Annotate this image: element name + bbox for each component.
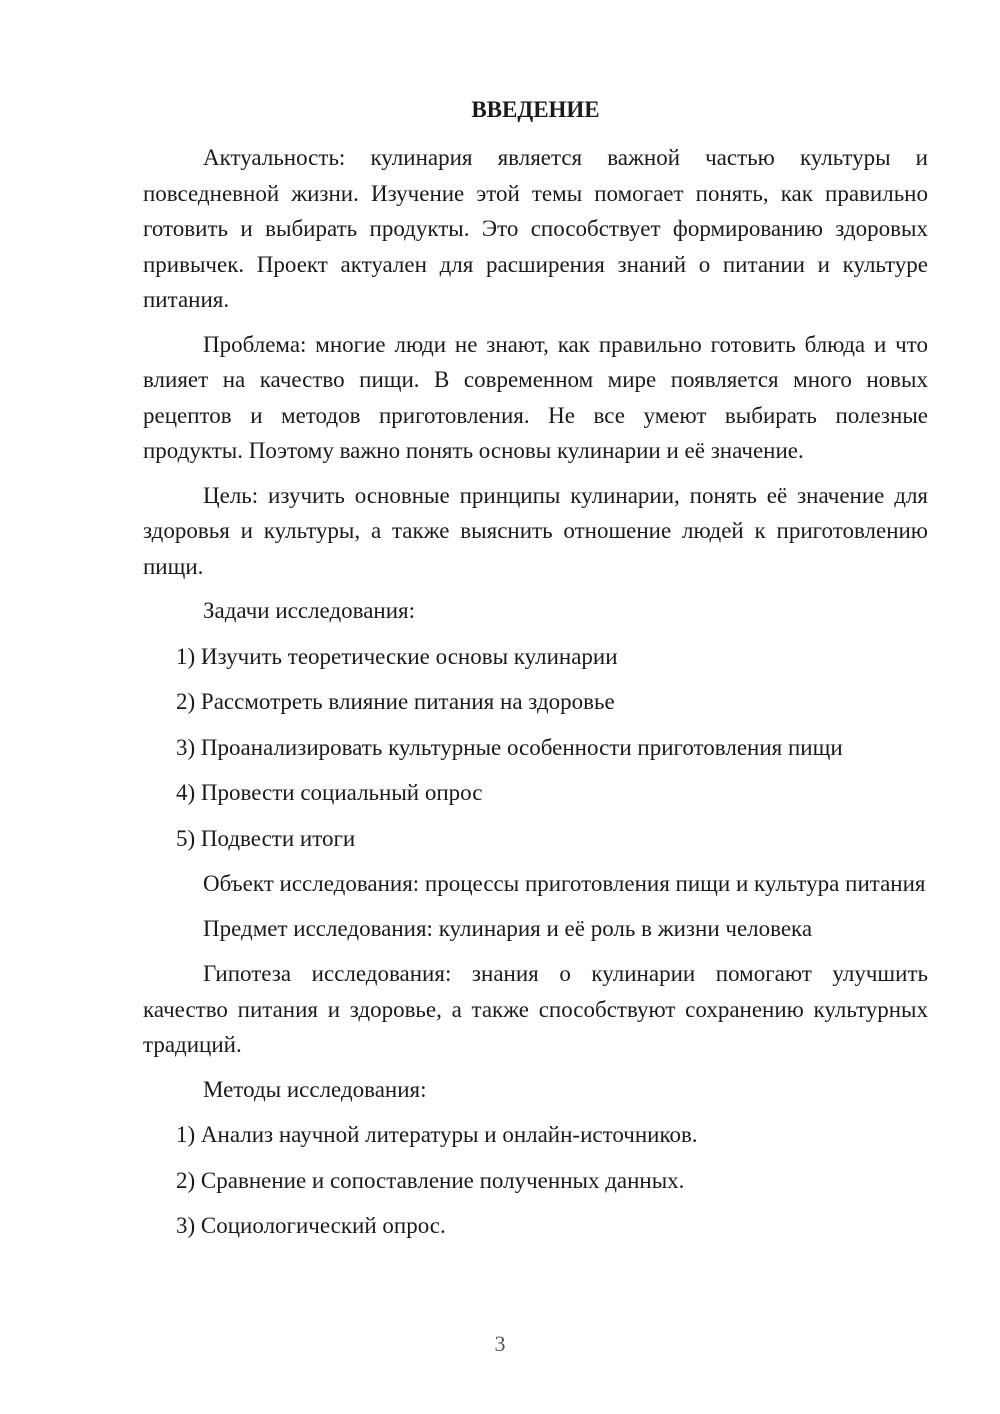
document-page	[143, 92, 928, 1254]
methods-list	[143, 1117, 928, 1244]
page-number: 3	[494, 1331, 506, 1356]
goal-paragraph: Цель: изучить основные принципы кулинарии, понять её значение для здоровья и культуры, а также выяснить отношение людей к приготовлению пищи.	[143, 482, 928, 579]
list-item: 2) Сравнение и сопоставление полученных данных.	[176, 1167, 685, 1193]
list-item: 3) Социологический опрос.	[176, 1213, 446, 1238]
list-item: 4) Провести социальный опрос	[176, 780, 483, 805]
object-paragraph: Объект исследования: процессы приготовления пищи и культура питания	[203, 871, 926, 896]
list-item: 1) Изучить теоретические основы кулинарии	[176, 643, 618, 669]
page-title: ВВЕДЕНИЕ	[471, 97, 600, 122]
methods-heading: Методы исследования:	[203, 1076, 427, 1102]
list-item: 1) Анализ научной литературы и онлайн-источников.	[176, 1122, 698, 1147]
tasks-list	[143, 639, 928, 857]
hypothesis-paragraph: Гипотеза исследования: знания о кулинарии помогают улучшить качество питания и здоровье, а также способствуют сохранению культурных традиций.	[143, 961, 928, 1057]
list-item: 3) Проанализировать культурные особенности приготовления пищи	[176, 734, 843, 760]
problem-paragraph: Проблема: многие люди не знают, как правильно готовить блюда и что влияет на качество пищи. В современном мире появляется много новых рецептов и методов приготовления. Не все умеют выбирать полезные продукты. Поэтому важно понять основы кулинарии и её значение.	[143, 331, 928, 463]
list-item: 2) Рассмотреть влияние питания на здоровье	[176, 689, 615, 714]
subject-paragraph: Предмет исследования: кулинария и её роль в жизни человека	[203, 915, 813, 941]
list-item: 5) Подвести итоги	[176, 825, 356, 851]
tasks-heading: Задачи исследования:	[203, 598, 416, 623]
relevance-paragraph: Актуальность: кулинария является важной частью культуры и повседневной жизни. Изучение этой темы помогает понять, как правильно готовить и выбирать продукты. Это способствует формированию здоровых привычек. Проект актуален для расширения знаний о питании и культуре питания.	[143, 145, 928, 312]
